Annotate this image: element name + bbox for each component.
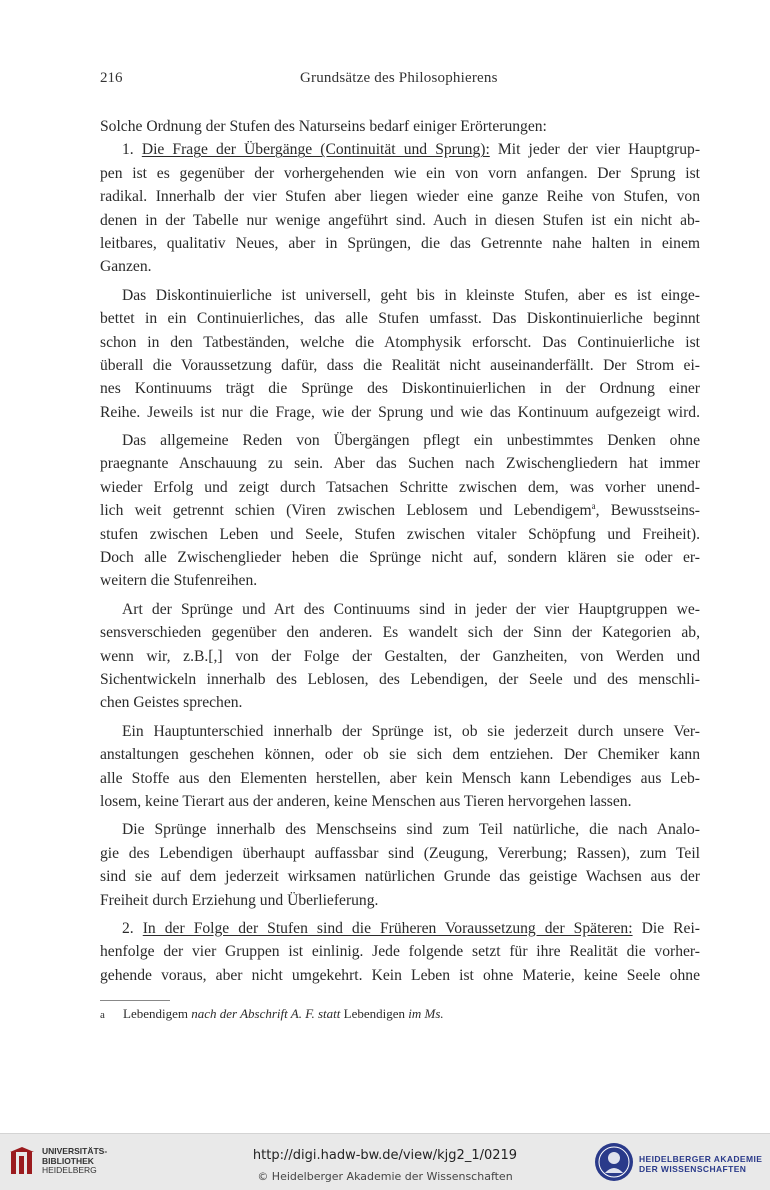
text-line: Das Diskontinuierliche ist universell, geht bis in kleinste Stufen, aber es ist einge- (122, 286, 700, 304)
running-title: Grundsätze des Philosophierens (300, 70, 498, 86)
text-line: Solche Ordnung der Stufen des Naturseins bedarf einiger Erörterungen: (100, 118, 547, 135)
text-line: sind sie auf dem jederzeit wirksamen natürlichen Grunde das geistige Wachsen aus der (100, 868, 700, 886)
text-line: Doch alle Zwischenglieder heben die Sprünge nicht auf, sondern klären sie oder er- (100, 549, 700, 567)
text-line: Sichentwickeln innerhalb des Leblosen, des Lebendigen, der Seele und des menschli- (100, 670, 700, 688)
text-line: Reihe. Jeweils ist nur die Frage, wie der Sprung und wie das Kontinuum aufgezeigt wird. (100, 403, 700, 421)
academy-logo[interactable] (594, 1141, 764, 1183)
text-line: radikal. Innerhalb der vier Stufen aber liegen wieder eine ganze Reihe von Stufen, von (100, 188, 700, 206)
academy-name: HEIDELBERGER AKADEMIE DER WISSENSCHAFTEN (639, 1154, 763, 1174)
footnote-ref: a (591, 501, 596, 512)
text-line: 1. Die Frage der Übergänge (Continuität und Sprung): Mit jeder der vier Hauptgrup- (122, 141, 701, 159)
text-line: wenn wir, z.B.[,] von der Folge der Gestalten, der Ganzheiten, von Werden und (100, 647, 700, 665)
page-header (100, 70, 700, 92)
text-line: chen Geistes sprechen. (100, 694, 243, 712)
footnote: a Lebendigem nach der Abschrift A. F. statt Lebendigen im Ms. (100, 1005, 444, 1024)
text-line: bettet in ein Continuierliches, das alle Stufen umfasst. Das Diskontinuierliche beginnt (100, 310, 700, 328)
text-line: wieder Erfolg und zeigt durch Tatsachen Schritte zwischen dem, was vorher unend- (100, 478, 700, 496)
text-line: überall die Voraussetzung dafür, dass die Realität nicht auseinanderfällt. Der Strom ei- (100, 356, 700, 374)
text-line: henfolge der vier Gruppen ist einlinig. Jede folgende setzt für ihre Realität die vorher- (100, 943, 700, 961)
section-heading-2: In der Folge der Stufen sind die Früheren Voraussetzung der Späteren: (142, 919, 633, 937)
text-line: stufen zwischen Leben und Seele, Stufen zwischen vitaler Schöpfung und Freiheit). (100, 525, 700, 543)
text-line: denen in der Tabelle nur wenige angeführt sind. Auch in diesen Stufen ist ein nicht ab- (100, 211, 700, 229)
text-line: leitbares, qualitativ Neues, aber in Sprüngen, die das Getrennte nahe halten in einem (100, 234, 700, 252)
text-line: sensverschieden gegenüber den anderen. Es wandelt sich der Sinn der Kategorien ab, (100, 624, 700, 642)
library-name: UNIVERSITÄTS- BIBLIOTHEK HEIDELBERG (42, 1146, 108, 1175)
text-line: alle Stoffe aus den Elementen herstellen, aber kein Mensch kann Lebendiges aus Leb- (100, 769, 700, 787)
copyright-notice: © Heidelberger Akademie der Wissenschaften (257, 1170, 513, 1183)
viewer-footer (0, 1133, 770, 1190)
text-line: anstaltungen geschehen können, oder ob sie sich dem entziehen. Der Chemiker kann (100, 746, 700, 764)
text-line: losem, keine Tierart aus der anderen, keine Menschen aus Tieren hervorgehen lassen. (100, 792, 632, 810)
text-line: Die Sprünge innerhalb des Menschseins sind zum Teil natürliche, die nach Analo- (122, 821, 700, 839)
page-number: 216 (100, 70, 123, 86)
text-line: lich weit getrennt schien (Viren zwischen Leblosem und Lebendigem$^a$, Bewusstseins- (100, 501, 701, 520)
text-line: pen ist es gegenüber der vorhergehenden wie ein von vorn anfangen. Der Sprung ist (100, 164, 700, 182)
academy-seal-icon (594, 1142, 634, 1182)
footnote-mark: a (100, 1009, 105, 1021)
text-line: gehende voraus, aber nicht umgekehrt. Kein Leben ist ohne Materie, keine Seele ohne (100, 966, 700, 984)
text-line: 2. In der Folge der Stufen sind die Früheren Voraussetzung der Späteren: Die Rei- (122, 919, 700, 937)
text-line: gie des Lebendigen überhaupt auffassbar sind (Zeugung, Vererbung; Rassen), zum Teil (100, 844, 700, 862)
text-line: weitern die Stufenreihen. (100, 572, 258, 590)
text-line: schon in den Tatbeständen, welche die Atomphysik erforscht. Das Continuierliche ist (100, 333, 700, 351)
body-text (100, 115, 700, 987)
footnote-divider (100, 1000, 170, 1001)
text-line: Freiheit durch Erziehung und Überlieferung. (100, 891, 379, 909)
text-line: Ganzen. (100, 258, 152, 276)
text-line: nes Kontinuums trägt die Sprünge des Diskontinuierlichen in der Ordnung einer (100, 380, 700, 398)
permalink-url[interactable]: http://digi.hadw-bw.de/view/kjg2_1/0219 (252, 1148, 518, 1163)
text-line: Das allgemeine Reden von Übergängen pflegt ein unbestimmtes Denken ohne (122, 432, 700, 450)
text-line: Ein Hauptunterschied innerhalb der Sprünge ist, ob sie jederzeit durch unsere Ver- (122, 722, 700, 740)
section-heading-1: Die Frage der Übergänge (Continuität und Sprung): (141, 141, 490, 159)
text-line: Art der Sprünge und Art des Continuums sind in jeder der vier Hauptgruppen we- (122, 600, 700, 618)
text-line: praegnante Anschauung zu sein. Aber das Suchen nach Zwischengliedern hat immer (100, 455, 700, 473)
